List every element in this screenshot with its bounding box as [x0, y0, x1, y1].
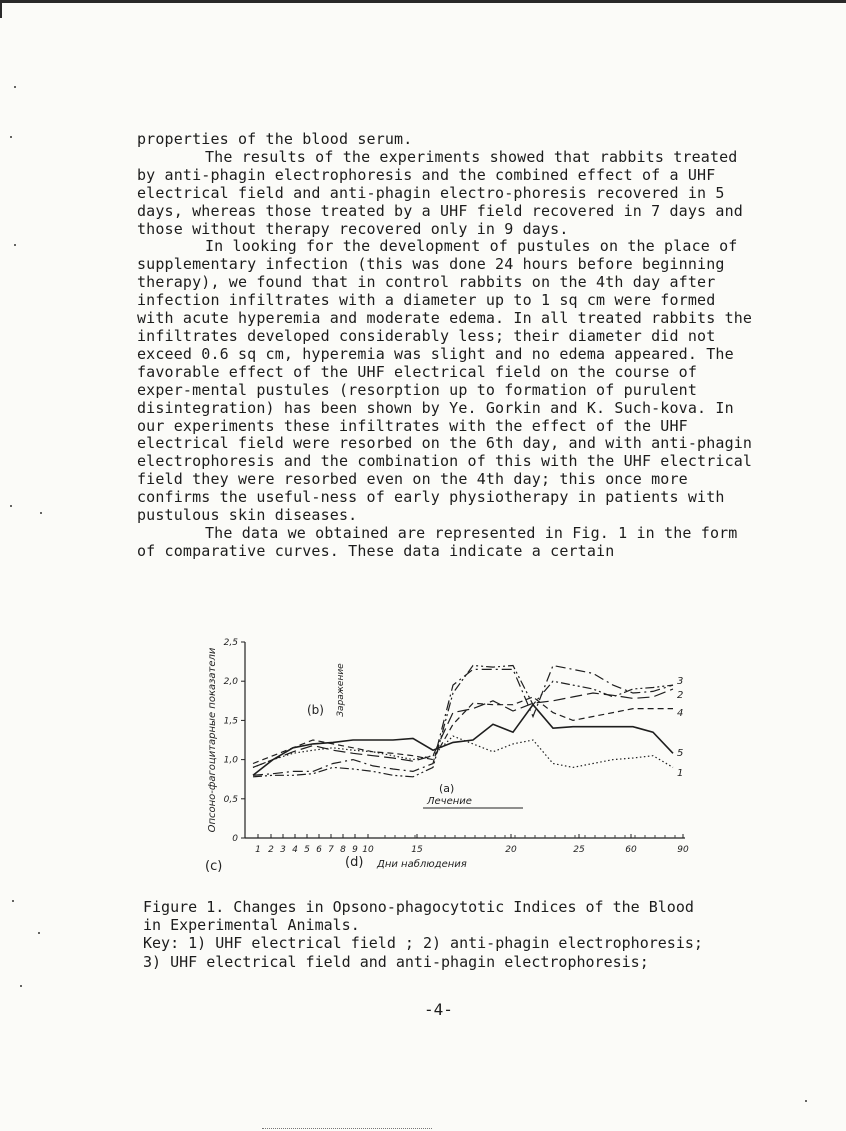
label-c: (c)	[205, 859, 223, 874]
y-tick-label: 0,5	[223, 794, 238, 805]
x-tick-label: 3	[280, 845, 286, 855]
paragraph-0: properties of the blood serum.	[137, 130, 413, 148]
x-tick-label: 8	[340, 845, 346, 855]
x-tick-label: 20	[505, 845, 517, 855]
y-tick-label: 2,0	[223, 677, 238, 688]
figure-caption	[143, 898, 783, 971]
scan-speck	[40, 512, 42, 514]
scan-speck	[805, 1100, 807, 1102]
caption-line-1: in Experimental Animals.	[143, 916, 360, 935]
footer-dotted-line	[262, 1128, 432, 1129]
x-tick-label: 7	[328, 845, 334, 855]
label-a: (a)	[439, 782, 455, 795]
body-text	[137, 130, 762, 561]
series-line-2	[253, 689, 673, 767]
y-tick-label: 1,5	[223, 716, 238, 727]
scan-speck	[12, 900, 14, 902]
y-ticks	[224, 638, 245, 844]
opsono-phagocytotic-chart	[195, 628, 715, 878]
x-tick-label: 6	[316, 845, 322, 855]
series-line-4	[253, 666, 673, 777]
scan-speck	[20, 985, 22, 987]
x-tick-label: 60	[625, 845, 637, 855]
chart-axes	[245, 642, 685, 838]
scan-speck	[14, 244, 16, 246]
scan-speck	[14, 86, 16, 88]
series-line-3	[253, 666, 673, 776]
y-tick-label: 2,5	[223, 638, 238, 648]
page-left-edge	[0, 0, 2, 18]
x-tick-label: 90	[677, 845, 689, 855]
infection-label: Заражение	[336, 663, 346, 717]
x-axis-label: Дни наблюдения	[377, 859, 467, 870]
series-end-label: 4	[677, 708, 684, 719]
scan-speck	[10, 505, 12, 507]
label-b: (b)	[307, 703, 324, 717]
x-tick-label: 10	[362, 845, 374, 855]
paragraph-1: The results of the experiments showed that rabbits treated by anti-phagin electrophoresis and the combined effect of a UHF electrical field and anti-phagin electro-phoresis recovered in 5 days, whereas those treated by a UHF field recovered in 7 days and those without therapy recovered only in 9 days.	[137, 147, 753, 238]
x-ticks	[255, 834, 689, 855]
page-number: -4-	[424, 1000, 453, 1019]
y-tick-label: 0	[232, 834, 238, 844]
x-tick-label: 25	[573, 845, 585, 855]
paragraph-3: The data we obtained are represented in Fig. 1 in the form of comparative curves. These data indicate a certain	[137, 523, 747, 560]
x-tick-label: 15	[411, 845, 423, 855]
y-tick-label: 1,0	[223, 755, 238, 766]
caption-line-2: Key: 1) UHF electrical field ; 2) anti-phagin electrophoresis;	[143, 934, 703, 953]
y-axis-label: Опсоно-фагоцитарные показатели	[207, 647, 218, 833]
x-tick-label: 5	[304, 845, 310, 855]
page-top-edge	[0, 0, 846, 3]
x-tick-label: 9	[352, 845, 358, 855]
series-end-label: 5	[677, 748, 684, 759]
caption-line-0: Figure 1. Changes in Opsono-phagocytotic Indices of the Blood	[143, 898, 694, 916]
series-end-label: 1	[677, 768, 684, 779]
x-tick-label: 2	[268, 845, 274, 855]
caption-line-3: 3) UHF electrical field and anti-phagin electrophoresis;	[143, 952, 649, 971]
paragraph-2: In looking for the development of pustules on the place of supplementary infection (this was done 24 hours before beginning therapy), we found that in control rabbits on the 4th day after infection infiltrates with a diameter up to 1 sq cm were formed with acute hyperemia and moderate edema. In all treated rabbits the infiltrates developed considerably less; their diameter did not exceed 0.6 sq cm, hyperemia was slight and no edema appeared. The favorable effect of the UHF electrical field on the course of exper-mental pustules (resorption up to formation of purulent disintegration) has been shown by Ye. Gorkin and K. Such-kova. In our experiments these infiltrates with the effect of the UHF electrical field were resorbed on the 6th day, and with anti-phagin electrophoresis and the combination of this with the UHF electrical field they were resorbed even on the 4th day; this once more confirms the useful-ness of early physiotherapy in patients with pustulous skin diseases.	[137, 237, 762, 525]
series-end-label: 2	[677, 690, 684, 701]
label-d: (d)	[345, 855, 364, 870]
scan-speck	[38, 932, 40, 934]
treatment-label: Лечение	[427, 796, 472, 807]
series-end-labels	[677, 676, 683, 779]
x-tick-label: 1	[255, 845, 261, 855]
x-tick-label: 4	[292, 845, 298, 855]
series-end-label: 3	[677, 676, 684, 687]
series-lines	[253, 666, 673, 777]
scan-speck	[10, 136, 12, 138]
